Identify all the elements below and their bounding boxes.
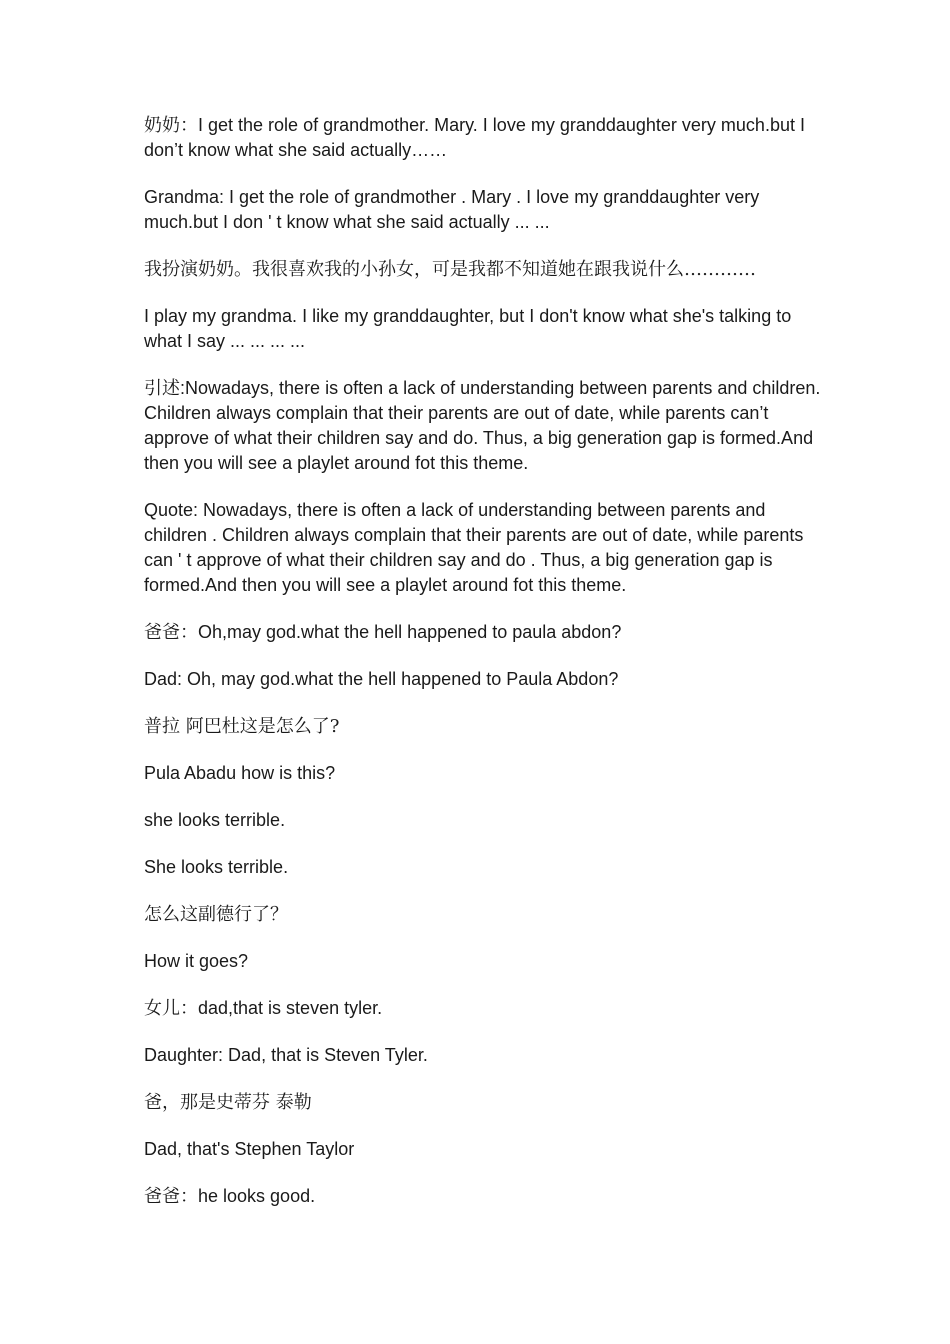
paragraph-terrible-original: she looks terrible. xyxy=(144,810,286,830)
paragraph-daughter-back-translation: Dad, that's Stephen Taylor xyxy=(144,1139,355,1159)
paragraph-dad-chinese: 普拉 阿巴杜这是怎么了? xyxy=(144,716,340,737)
paragraph-terrible-translation: She looks terrible. xyxy=(144,857,289,877)
document-page xyxy=(144,113,824,1231)
paragraph-terrible-back-translation: How it goes? xyxy=(144,951,249,971)
paragraph-dad-translation: Dad: Oh, may god.what the hell happened to Paula Abdon? xyxy=(144,669,619,689)
paragraph-daughter-translation: Daughter: Dad, that is Steven Tyler. xyxy=(144,1045,428,1065)
paragraph-grandma-chinese: 我扮演奶奶。我很喜欢我的小孙女，可是我都不知道她在跟我说什么………… xyxy=(144,259,756,280)
paragraph-dad-looks-good: 爸爸：he looks good. xyxy=(144,1186,316,1206)
paragraph-quote-original: 引述:Nowadays, there is often a lack of understanding between parents and children. Children always complain that their parents are out of date, while parents can’t approve of what their children say and do. Thus, a big generation gap is formed.And then you will see a playlet around fot this theme. xyxy=(144,378,821,473)
paragraph-dad-back-translation: Pula Abadu how is this? xyxy=(144,763,336,783)
paragraph-grandma-back-translation: I play my grandma. I like my granddaughter, but I don't know what she's talking to what I say ... ... ... ... xyxy=(144,306,792,351)
paragraph-terrible-chinese: 怎么这副德行了？ xyxy=(144,904,288,925)
paragraph-grandma-translation: Grandma: I get the role of grandmother . Mary . I love my granddaughter very much.but I don ' t know what she said actually ... ... xyxy=(144,187,760,232)
paragraph-dad-original: 爸爸：Oh,may god.what the hell happened to paula abdon? xyxy=(144,622,622,642)
paragraph-quote-translation: Quote: Nowadays, there is often a lack of understanding between parents and children . Children always complain that their parents are out of date, while parents can ' t approve of what their children say and do . Thus, a big generation gap is formed.And then you will see a playlet around fot this theme. xyxy=(144,500,804,595)
paragraph-grandma-original: 奶奶：I get the role of grandmother. Mary. I love my granddaughter very much.but I don’t know what she said actually…… xyxy=(144,115,805,160)
paragraph-daughter-original: 女儿：dad,that is steven tyler. xyxy=(144,998,383,1018)
paragraph-daughter-chinese: 爸，那是史蒂芬 泰勒 xyxy=(144,1092,312,1113)
